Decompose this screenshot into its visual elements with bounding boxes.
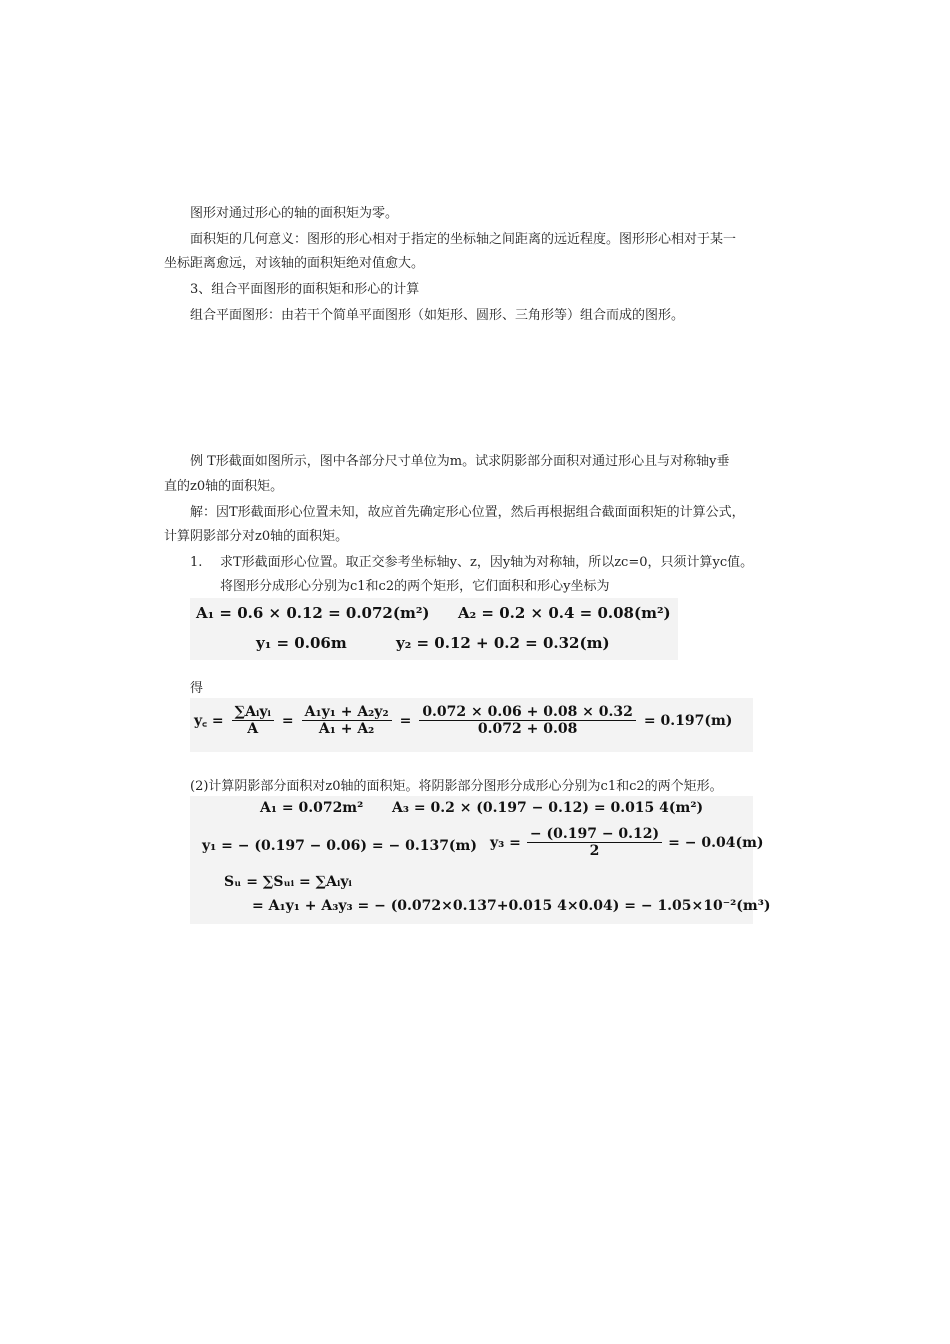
fraction-sum: $\frac{\text{∑Aᵢyᵢ}}{A}$	[232, 704, 274, 737]
formula-a1: A₁ = 0.6 × 0.12 = 0.072(m²)	[196, 604, 430, 622]
formula-areas-1	[190, 598, 678, 660]
paragraph-geometric-meaning-1: 面积矩的几何意义：图形的形心相对于指定的坐标轴之间距离的远近程度。图形形心相对于某一	[190, 232, 737, 247]
formula3-sz-result: = A₁y₁ + A₃y₃ = − (0.072×0.137+0.015 4×0.04) = − 1.05×10⁻²(m³)	[252, 898, 771, 914]
paragraph-example-2: 直的z0轴的面积矩。	[164, 479, 284, 494]
formula3-sz: Sᵤ = ∑Sᵤᵢ = ∑Aᵢyᵢ	[224, 874, 352, 890]
formula-y2: y₂ = 0.12 + 0.2 = 0.32(m)	[396, 634, 610, 652]
formula-y1: y₁ = 0.06m	[256, 634, 347, 652]
paragraph-solution-2: 计算阴影部分对z0轴的面积矩。	[164, 529, 349, 544]
step-1-number: 1.	[190, 555, 203, 570]
paragraph-geometric-meaning-2: 坐标距离愈远，对该轴的面积矩绝对值愈大。	[164, 256, 425, 271]
paragraph-centroid-zero: 图形对通过形心的轴的面积矩为零。	[190, 206, 399, 221]
paragraph-composite-definition: 组合平面图形：由若干个简单平面图形（如矩形、圆形、三角形等）组合而成的图形。	[190, 308, 685, 323]
formula3-y3-result: = − 0.04(m)	[668, 834, 764, 851]
formula3-y1: y₁ = − (0.197 − 0.06) = − 0.137(m)	[202, 838, 477, 854]
word-de: 得	[190, 681, 204, 696]
formula3-y3-lhs: y₃ =	[490, 834, 521, 851]
paragraph-solution-1: 解：因T形截面形心位置未知，故应首先确定形心位置，然后再根据组合截面面积矩的计算公式，	[190, 505, 745, 520]
equals-sign-2: =	[399, 712, 412, 729]
step-1-text-2: 将图形分成形心分别为c1和c2的两个矩形，它们面积和形心y坐标为	[220, 579, 610, 594]
formula-area-moment	[190, 796, 771, 924]
equals-sign: =	[281, 712, 294, 729]
fraction-weighted: $\frac{\text{A₁y₁ + A₂y₂}}{\text{A₁ + A₂}}$	[302, 704, 392, 737]
fraction-numeric: $\frac{0.072 \times 0.06 + 0.08 \times 0.32}{0.072 + 0.08}$	[419, 704, 636, 737]
step-1-text: 求T形截面形心位置。取正交参考坐标轴y、z，因y轴为对称轴，所以zc=0，只须计算yc值。	[220, 555, 754, 570]
formula3-a3: A₃ = 0.2 × (0.197 − 0.12) = 0.015 4(m²)	[392, 800, 704, 816]
section-heading-composite: 3、组合平面图形的面积矩和形心的计算	[190, 282, 420, 297]
fraction-y3: $\frac{- (0.197 - 0.12)}{2}$	[527, 826, 662, 859]
step-2-text: (2)计算阴影部分面积对z0轴的面积矩。将阴影部分图形分成形心分别为c1和c2的两个矩形。	[190, 779, 723, 794]
formula-yc-lhs: y꜀ =	[194, 713, 224, 729]
formula-yc-result: = 0.197(m)	[643, 712, 733, 729]
formula-a2: A₂ = 0.2 × 0.4 = 0.08(m²)	[458, 604, 671, 622]
formula-centroid	[190, 698, 753, 752]
formula3-a1: A₁ = 0.072m²	[260, 800, 364, 816]
paragraph-example-1: 例 T形截面如图所示，图中各部分尺寸单位为m。试求阴影部分面积对通过形心且与对称轴y垂	[190, 454, 730, 469]
